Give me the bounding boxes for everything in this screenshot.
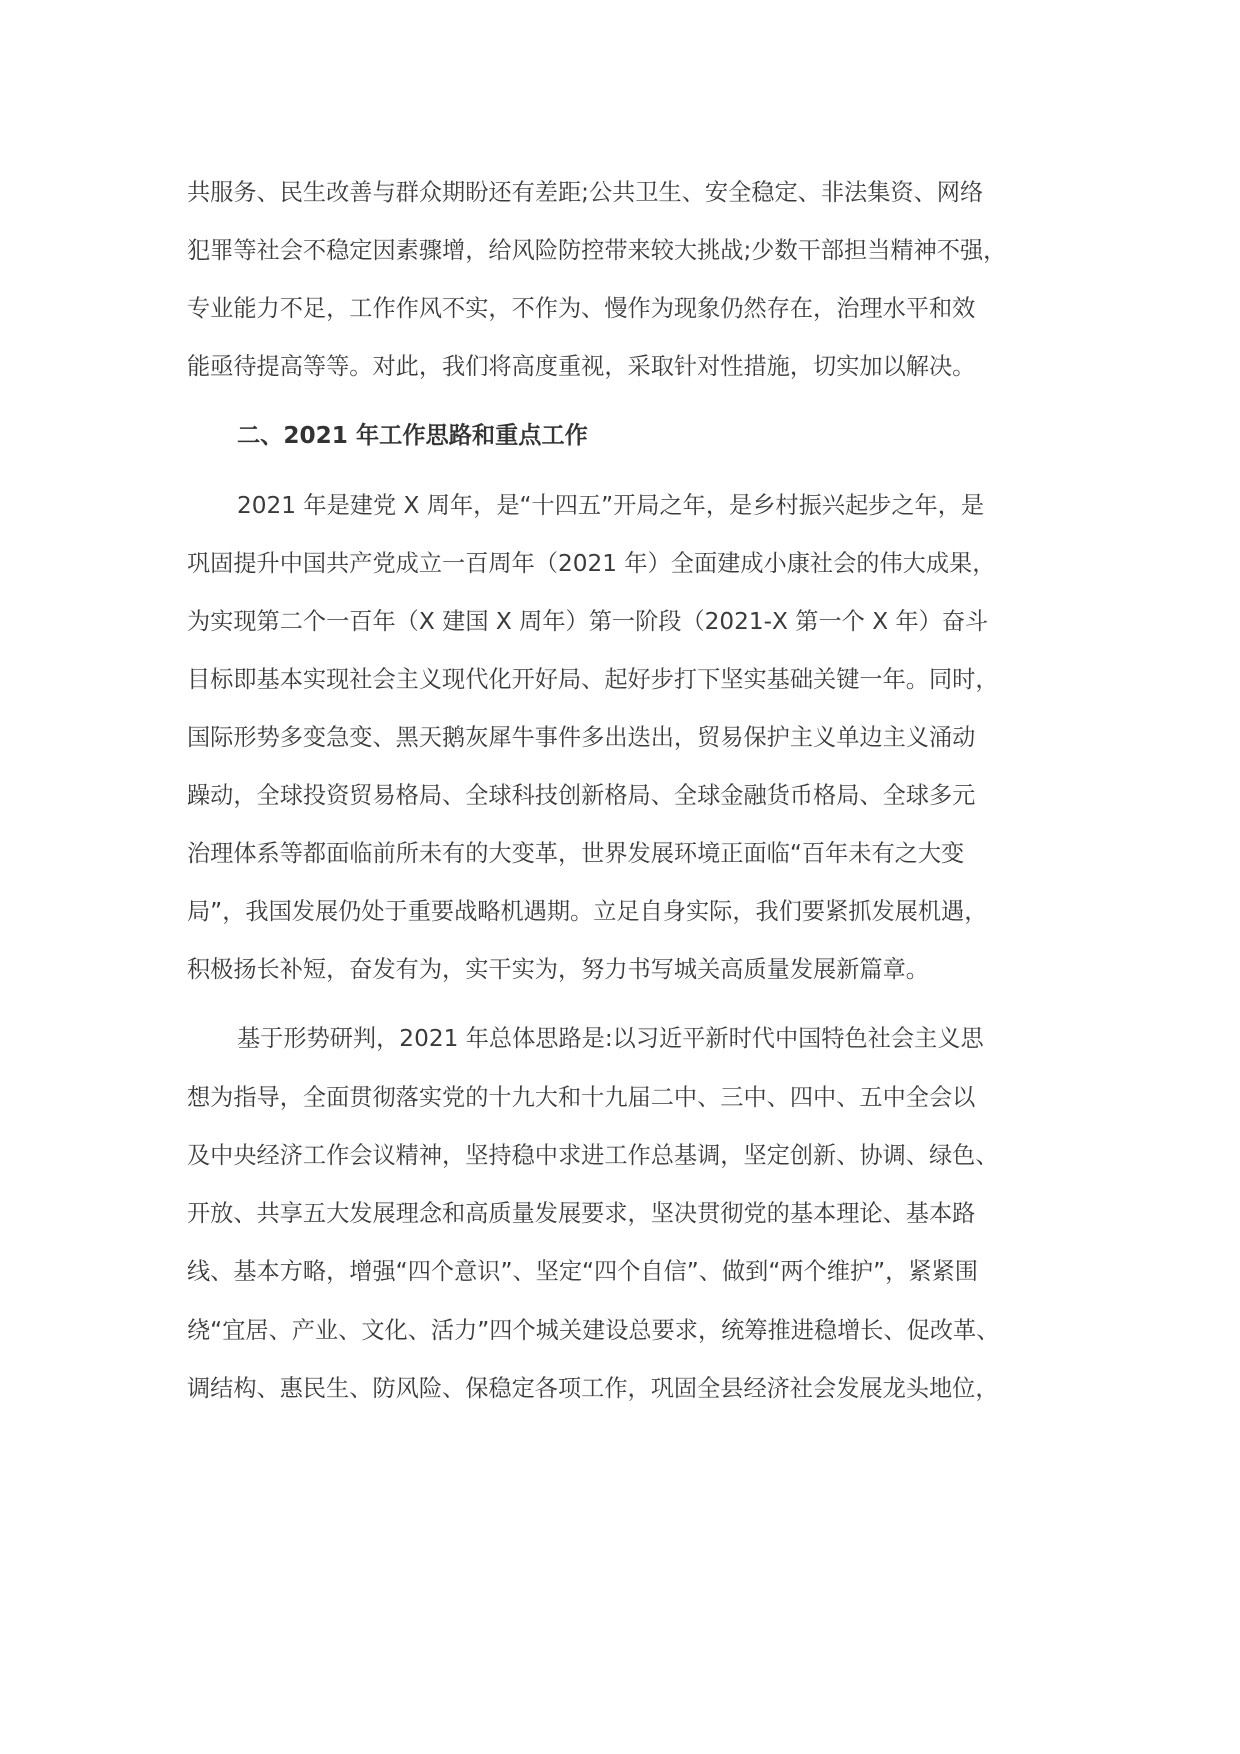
text-line: 巩固提升中国共产党成立一百周年（2021 年）全面建成小康社会的伟大成果，: [187, 550, 996, 577]
text-line: 犯罪等社会不稳定因素骤增，给风险防控带来较大挑战;少数干部担当精神不强，: [187, 237, 1007, 264]
text-line: 想为指导，全面贯彻落实党的十九大和十九届二中、三中、四中、五中全会以: [187, 1084, 976, 1111]
text-line: 绕“宜居、产业、文化、活力”四个城关建设总要求，统筹推进稳增长、促改革、: [187, 1317, 1000, 1344]
text-line: 2021 年是建党 X 周年，是“十四五”开局之年，是乡村振兴起步之年，是: [237, 492, 985, 519]
text-line: 及中央经济工作会议精神，坚持稳中求进工作总基调，坚定创新、协调、绿色、: [187, 1142, 999, 1169]
text-line: 局”，我国发展仍处于重要战略机遇期。立足自身实际，我们要紧抓发展机遇，: [187, 898, 988, 925]
text-line: 躁动，全球投资贸易格局、全球科技创新格局、全球金融货币格局、全球多元: [187, 782, 976, 809]
text-line: 开放、共享五大发展理念和高质量发展要求，坚决贯彻党的基本理论、基本路: [187, 1200, 976, 1227]
text-line: 目标即基本实现社会主义现代化开好局、起好步打下坚实基础关键一年。同时，: [187, 666, 999, 693]
text-line: 专业能力不足，工作作风不实，不作为、慢作为现象仍然存在，治理水平和效: [187, 295, 976, 322]
text-line: 能亟待提高等等。对此，我们将高度重视，采取针对性措施，切实加以解决。: [187, 353, 976, 380]
text-line: 调结构、惠民生、防风险、保稳定各项工作，巩固全县经济社会发展龙头地位，: [187, 1375, 999, 1402]
section-heading: 二、2021 年工作思路和重点工作: [237, 422, 588, 449]
text-line: 共服务、民生改善与群众期盼还有差距;公共卫生、安全稳定、非法集资、网络: [187, 179, 984, 206]
text-line: 治理体系等都面临前所未有的大变革，世界发展环境正面临“百年未有之大变: [187, 840, 965, 867]
text-line: 线、基本方略，增强“四个意识”、坚定“四个自信”、做到“两个维护”，紧紧围: [187, 1258, 978, 1285]
text-line: 为实现第二个一百年（X 建国 X 周年）第一阶段（2021-X 第一个 X 年）奋斗: [187, 608, 989, 635]
text-line: 基于形势研判，2021 年总体思路是:以习近平新时代中国特色社会主义思: [237, 1025, 984, 1052]
text-line: 积极扬长补短，奋发有为，实干实为，努力书写城关高质量发展新篇章。: [187, 956, 929, 983]
text-line: 国际形势多变急变、黑天鹅灰犀牛事件多出迭出，贸易保护主义单边主义涌动: [187, 724, 976, 751]
